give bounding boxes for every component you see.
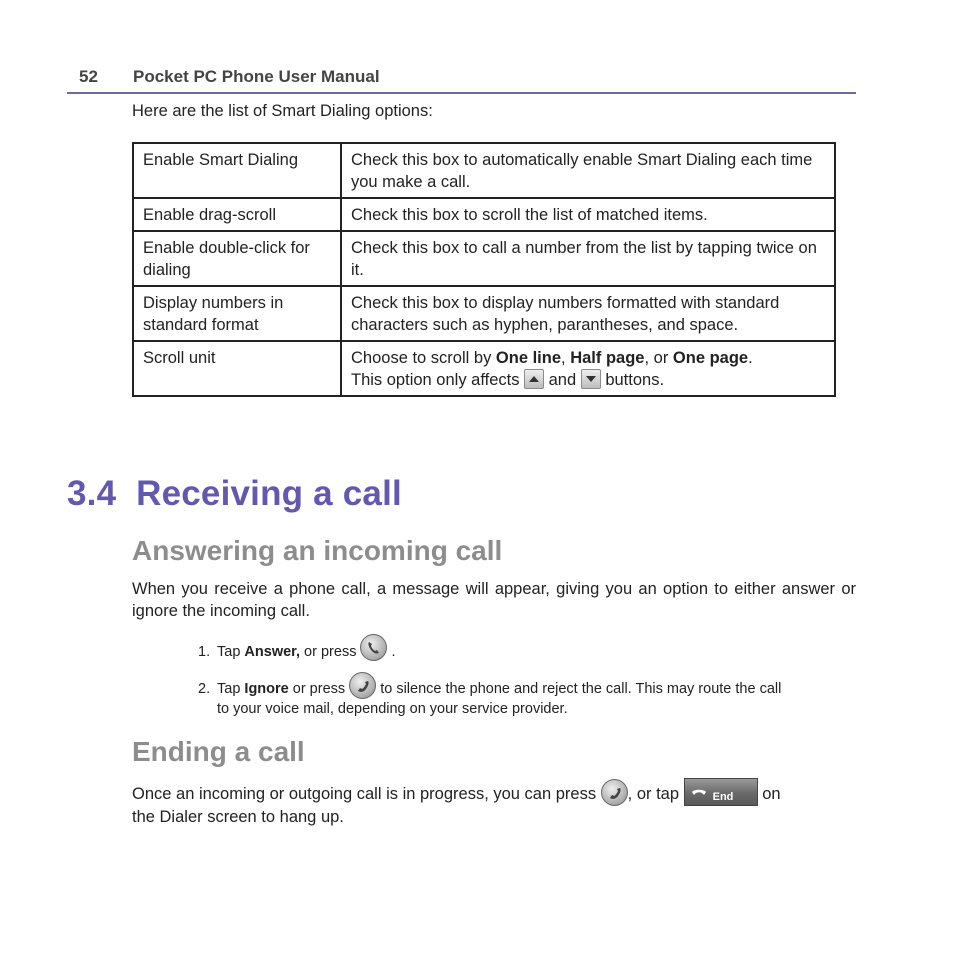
step-ignore bbox=[198, 679, 858, 719]
text-run: , or tap bbox=[627, 785, 684, 803]
text-run: the Dialer screen to hang up. bbox=[132, 807, 344, 826]
text-run: Choose to scroll by bbox=[351, 349, 496, 367]
text-run: to silence the phone and reject the call. This may route the call bbox=[376, 681, 782, 697]
end-button-label: End bbox=[712, 790, 734, 803]
table-row bbox=[133, 143, 835, 198]
text-run: , bbox=[561, 349, 571, 367]
option-name: Display numbers in standard format bbox=[133, 286, 341, 341]
ending-heading: Ending a call bbox=[132, 736, 305, 767]
table-row bbox=[133, 286, 835, 341]
manual-title: Pocket PC Phone User Manual bbox=[133, 67, 380, 86]
text-run: or press bbox=[300, 644, 361, 660]
step-number: 1. bbox=[198, 644, 211, 660]
page-number: 52 bbox=[79, 67, 98, 86]
table-row bbox=[133, 198, 835, 231]
text-run: or press bbox=[288, 681, 350, 697]
text-run: Tap bbox=[217, 644, 245, 660]
step-number: 2. bbox=[198, 681, 211, 697]
option-name: Scroll unit bbox=[133, 341, 341, 396]
option-description: Check this box to automatically enable Smart Dialing each time you make a call. bbox=[341, 143, 835, 198]
page-header bbox=[67, 64, 856, 94]
option-description bbox=[341, 341, 835, 396]
text-run: , or bbox=[644, 349, 673, 367]
text-run: . bbox=[748, 349, 753, 367]
ignore-label: Ignore bbox=[244, 681, 289, 697]
smart-dialing-options-table bbox=[132, 142, 836, 397]
text-run: Once an incoming or outgoing call is in progress, you can press bbox=[132, 785, 601, 803]
answering-heading: Answering an incoming call bbox=[132, 535, 503, 566]
option-name: Enable drag-scroll bbox=[133, 198, 341, 231]
text-run: This option only affects bbox=[351, 371, 525, 389]
text-run: to your voice mail, depending on your service provider. bbox=[217, 701, 568, 717]
text-run: and bbox=[544, 371, 581, 389]
phone-handset-icon bbox=[360, 634, 387, 661]
table-row bbox=[133, 341, 835, 396]
option-one-page: One page bbox=[672, 349, 749, 367]
text-run: Tap bbox=[217, 681, 245, 697]
text-run: on bbox=[757, 785, 781, 803]
option-description: Check this box to scroll the list of matched items. bbox=[341, 198, 835, 231]
section-title: 3.4 Receiving a call bbox=[67, 474, 402, 513]
scroll-down-icon bbox=[581, 369, 601, 389]
answering-paragraph: When you receive a phone call, a message will appear, giving you an option to either answer or ignore the incoming call. bbox=[132, 580, 856, 620]
option-description: Check this box to call a number from the list by tapping twice on it. bbox=[341, 231, 835, 286]
phone-end-icon bbox=[349, 672, 376, 699]
text-run: buttons. bbox=[600, 371, 665, 389]
intro-text: Here are the list of Smart Dialing options: bbox=[132, 102, 433, 120]
option-description: Check this box to display numbers formatted with standard characters such as hyphen, parantheses, and space. bbox=[341, 286, 835, 341]
text-run: . bbox=[387, 644, 396, 660]
option-name: Enable double-click for dialing bbox=[133, 231, 341, 286]
end-call-button bbox=[684, 778, 758, 806]
phone-end-icon bbox=[601, 779, 628, 806]
table-row bbox=[133, 231, 835, 286]
ending-paragraph bbox=[132, 783, 856, 828]
scroll-up-icon bbox=[524, 369, 544, 389]
step-answer bbox=[198, 642, 858, 662]
answer-label: Answer, bbox=[244, 644, 301, 660]
option-one-line: One line bbox=[495, 349, 562, 367]
option-name: Enable Smart Dialing bbox=[133, 143, 341, 198]
option-half-page: Half page bbox=[570, 349, 645, 367]
